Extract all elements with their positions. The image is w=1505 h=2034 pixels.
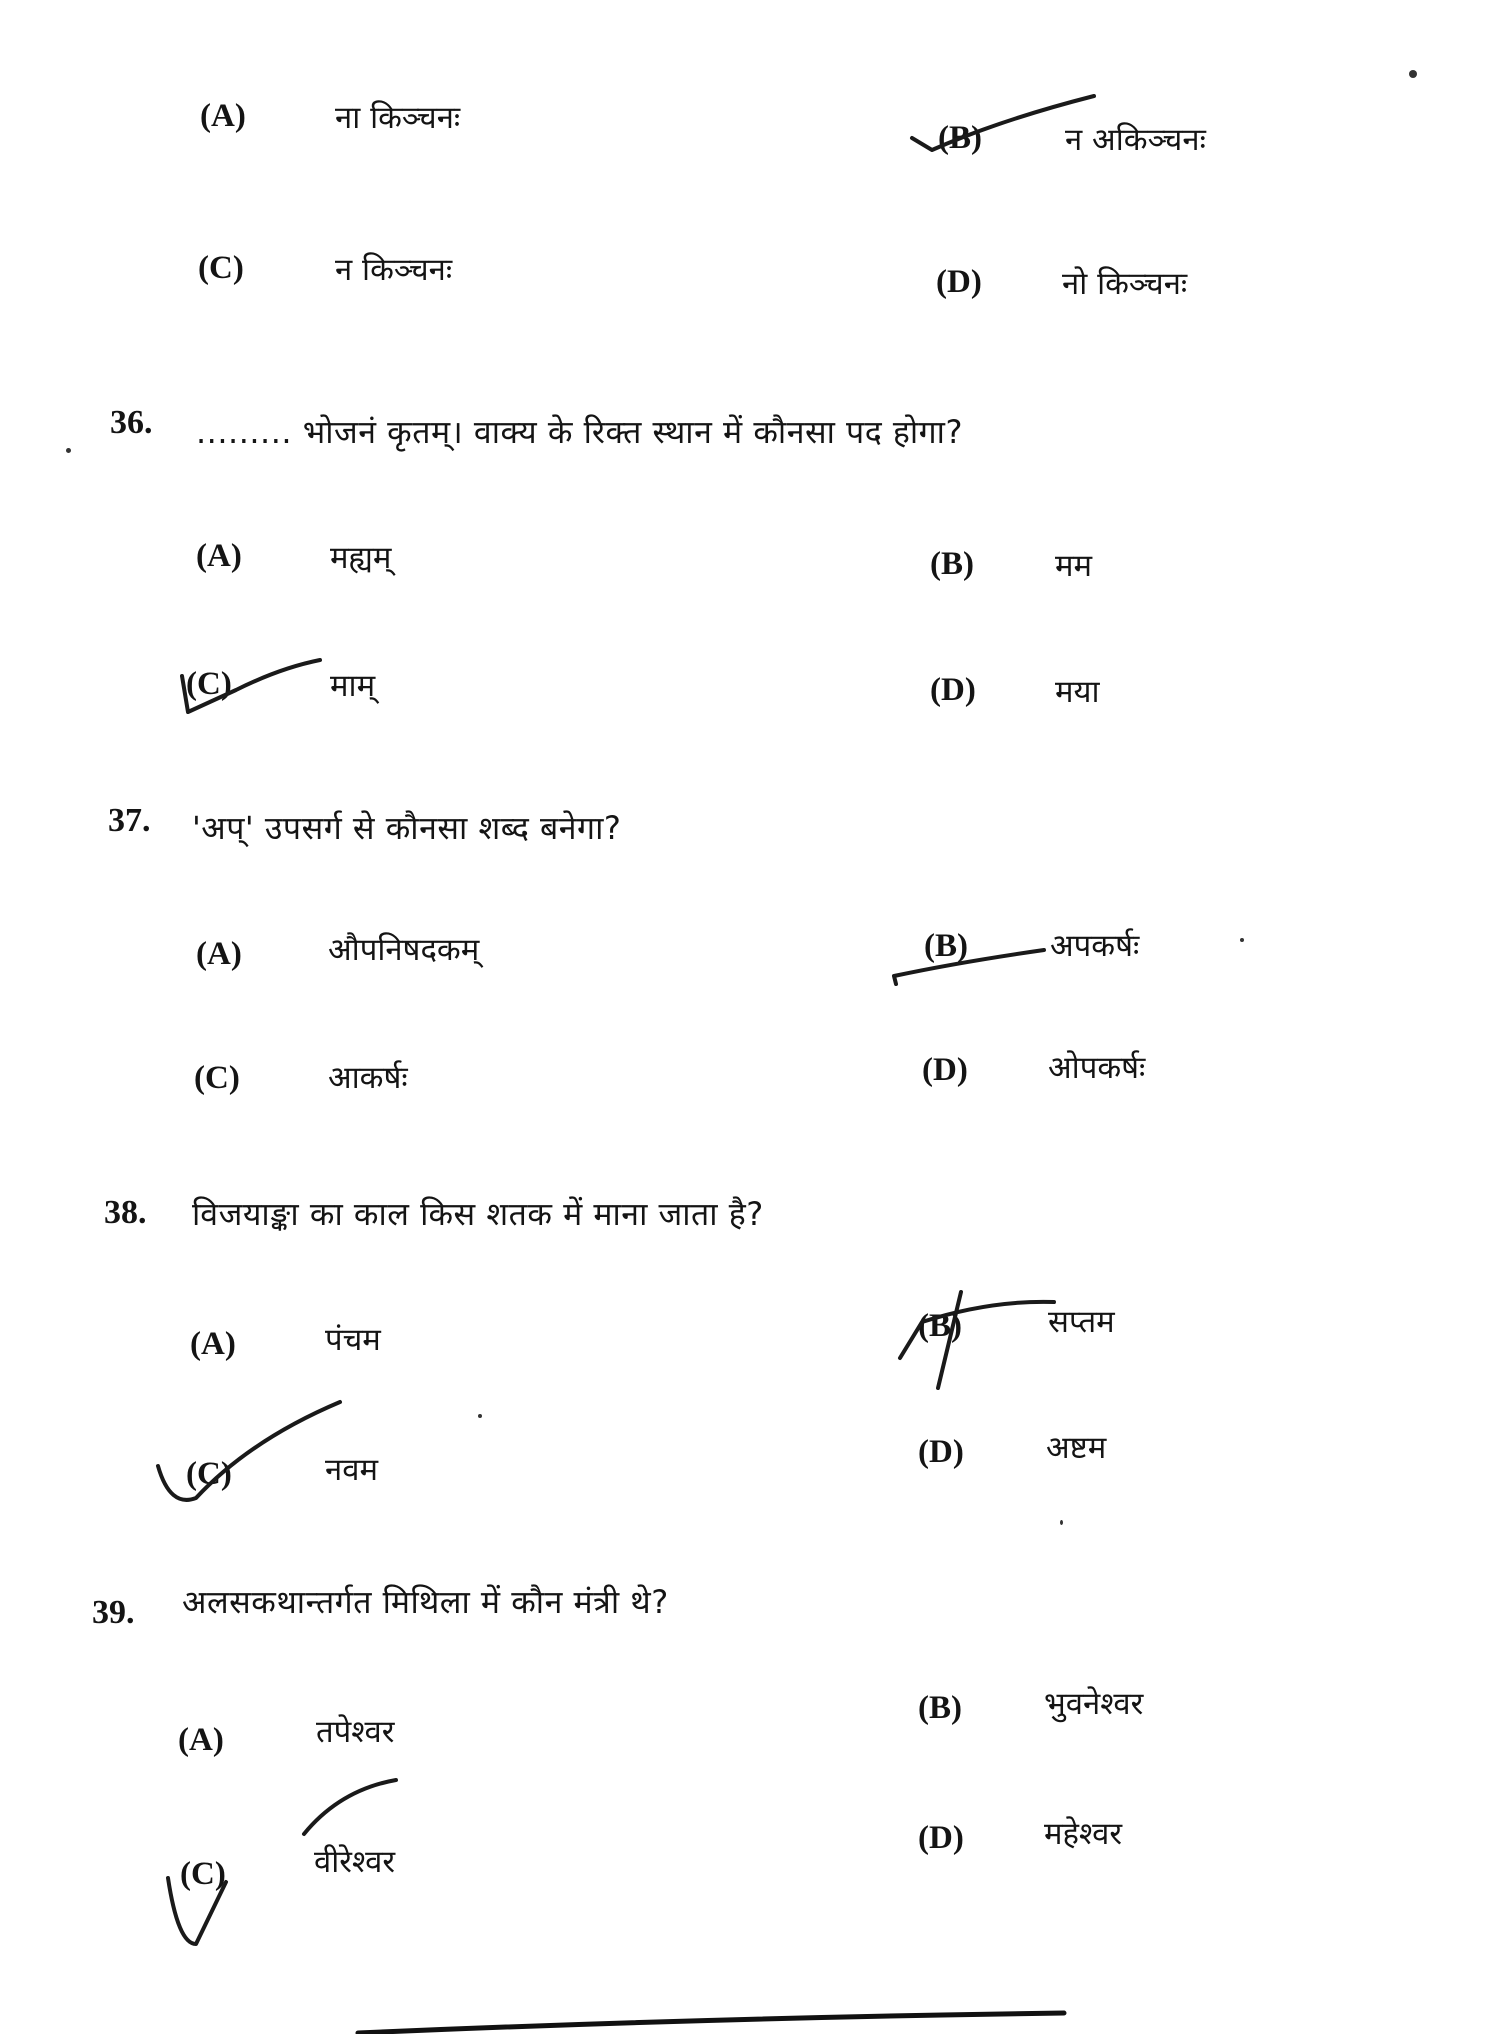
option-text-a: पंचम: [325, 1322, 381, 1358]
question-text: 'अप्' उपसर्ग से कौनसा शब्द बनेगा?: [192, 809, 622, 847]
option-label-b: (B): [938, 120, 982, 156]
question-number: 39.: [92, 1594, 135, 1631]
question-text: विजयाङ्का का काल किस शतक में माना जाता है?: [192, 1195, 764, 1233]
option-label-a: (A): [200, 98, 246, 134]
scan-speck: [478, 1414, 482, 1418]
option-text-c: आकर्षः: [328, 1060, 408, 1096]
option-label-a: (A): [178, 1722, 224, 1758]
option-label-d: (D): [918, 1434, 964, 1470]
option-text-d: महेश्वर: [1044, 1816, 1123, 1852]
option-label-d: (D): [930, 672, 976, 708]
question-number: 38.: [104, 1194, 147, 1231]
option-label-a: (A): [190, 1326, 236, 1362]
option-text-d: ओपकर्षः: [1048, 1050, 1146, 1086]
tick-mark-icon: [894, 950, 1044, 984]
option-text-a: ना किञ्चनः: [335, 100, 461, 136]
option-label-c: (C): [180, 1856, 226, 1892]
option-text-a: मह्यम्: [330, 540, 392, 576]
option-text-c: वीरेश्वर: [314, 1844, 396, 1880]
question-text: ......... भोजनं कृतम्। वाक्य के रिक्त स्थान में कौनसा पद होगा?: [196, 413, 963, 451]
option-label-b: (B): [918, 1308, 962, 1344]
option-text-d: नो किञ्चनः: [1062, 266, 1188, 302]
option-text-a: तपेश्वर: [316, 1714, 395, 1750]
option-text-b: भुवनेश्वर: [1044, 1686, 1144, 1722]
option-text-b: मम: [1055, 548, 1093, 584]
option-label-c: (C): [198, 250, 244, 286]
option-label-a: (A): [196, 538, 242, 574]
option-label-b: (B): [924, 928, 968, 964]
scan-speck: [1060, 1520, 1063, 1525]
option-label-c: (C): [194, 1060, 240, 1096]
option-label-b: (B): [930, 546, 974, 582]
option-text-a: औपनिषदकम्: [328, 932, 480, 968]
option-label-d: (D): [918, 1820, 964, 1856]
bottom-rule-line: [358, 2013, 1064, 2033]
option-text-c: माम्: [330, 668, 376, 704]
question-text: अलसकथान्तर्गत मिथिला में कौन मंत्री थे?: [182, 1583, 669, 1621]
option-label-b: (B): [918, 1690, 962, 1726]
option-text-b: सप्तम: [1048, 1304, 1115, 1340]
option-label-d: (D): [922, 1052, 968, 1088]
option-text-d: अष्टम: [1046, 1430, 1107, 1466]
option-label-c: (C): [186, 1456, 232, 1492]
scan-speck: [1409, 70, 1417, 78]
option-label-c: (C): [186, 666, 232, 702]
option-text-c: नवम: [325, 1452, 378, 1488]
scan-speck: [1240, 938, 1244, 942]
question-number: 37.: [108, 802, 151, 839]
question-number: 36.: [110, 404, 153, 441]
option-label-a: (A): [196, 936, 242, 972]
tick-mark-icon: [304, 1780, 396, 1834]
option-text-c: न किञ्चनः: [335, 252, 453, 288]
scan-speck: [66, 448, 71, 453]
option-text-b: न अकिञ्चनः: [1065, 122, 1206, 158]
option-label-d: (D): [936, 264, 982, 300]
option-text-b: अपकर्षः: [1050, 928, 1140, 964]
option-text-d: मया: [1055, 674, 1100, 710]
